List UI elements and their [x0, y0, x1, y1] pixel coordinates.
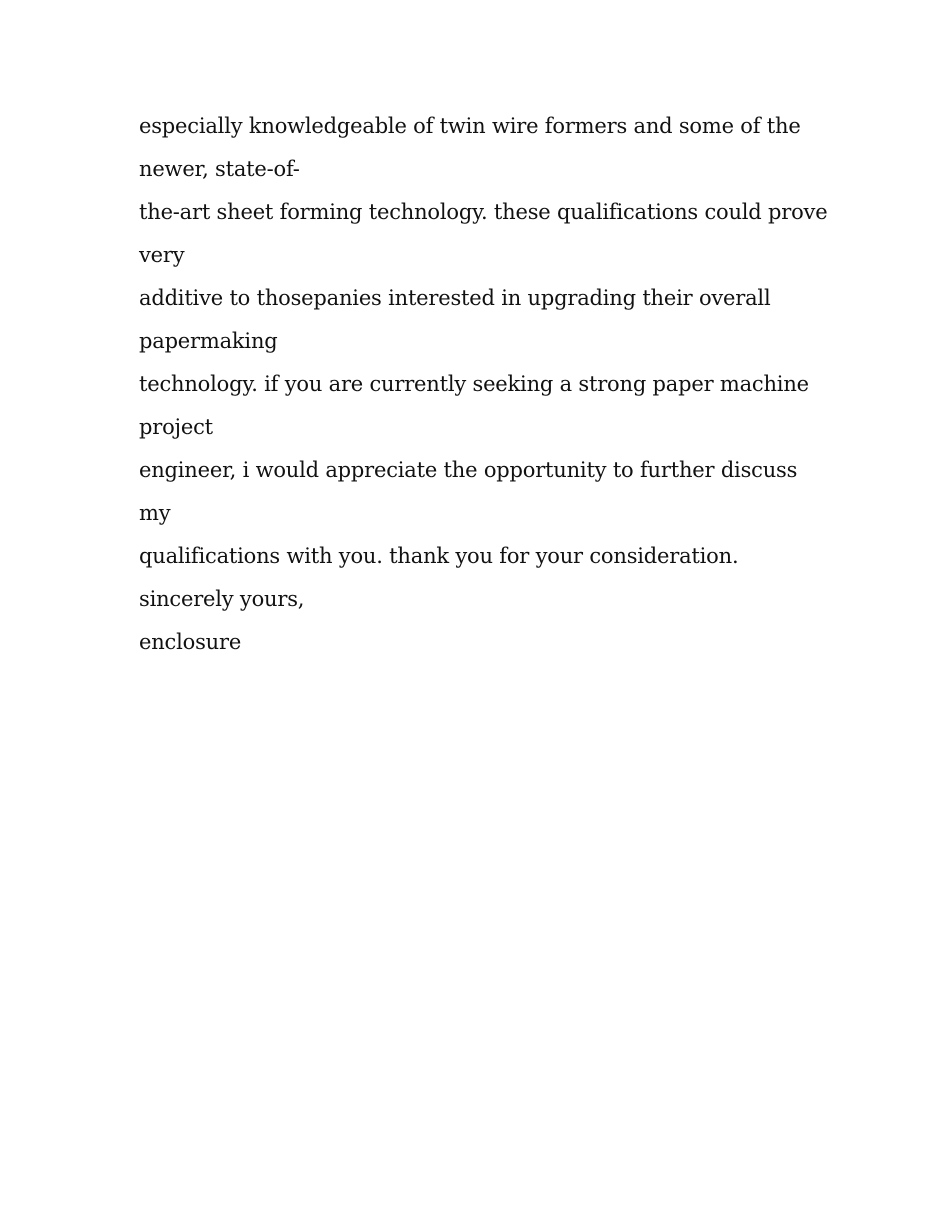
text-line: technology. if you are currently seeking a strong paper machine — [139, 372, 809, 396]
text-line: additive to thosepanies interested in upgrading their overall — [139, 286, 771, 310]
text-line: the-art sheet forming technology. these qualifications could prove — [139, 200, 828, 224]
text-line: newer, state-of- — [139, 157, 300, 181]
text-line: especially knowledgeable of twin wire formers and some of the — [139, 114, 801, 138]
enclosure-line: enclosure — [139, 630, 242, 654]
letter-body — [139, 105, 839, 664]
text-line: papermaking — [139, 329, 278, 353]
text-line: qualifications with you. thank you for your consideration. — [139, 544, 739, 568]
closing-line: sincerely yours, — [139, 587, 305, 611]
text-line: project — [139, 415, 213, 439]
text-line: engineer, i would appreciate the opportunity to further discuss — [139, 458, 798, 482]
text-line: my — [139, 501, 171, 525]
text-line: very — [139, 243, 185, 267]
